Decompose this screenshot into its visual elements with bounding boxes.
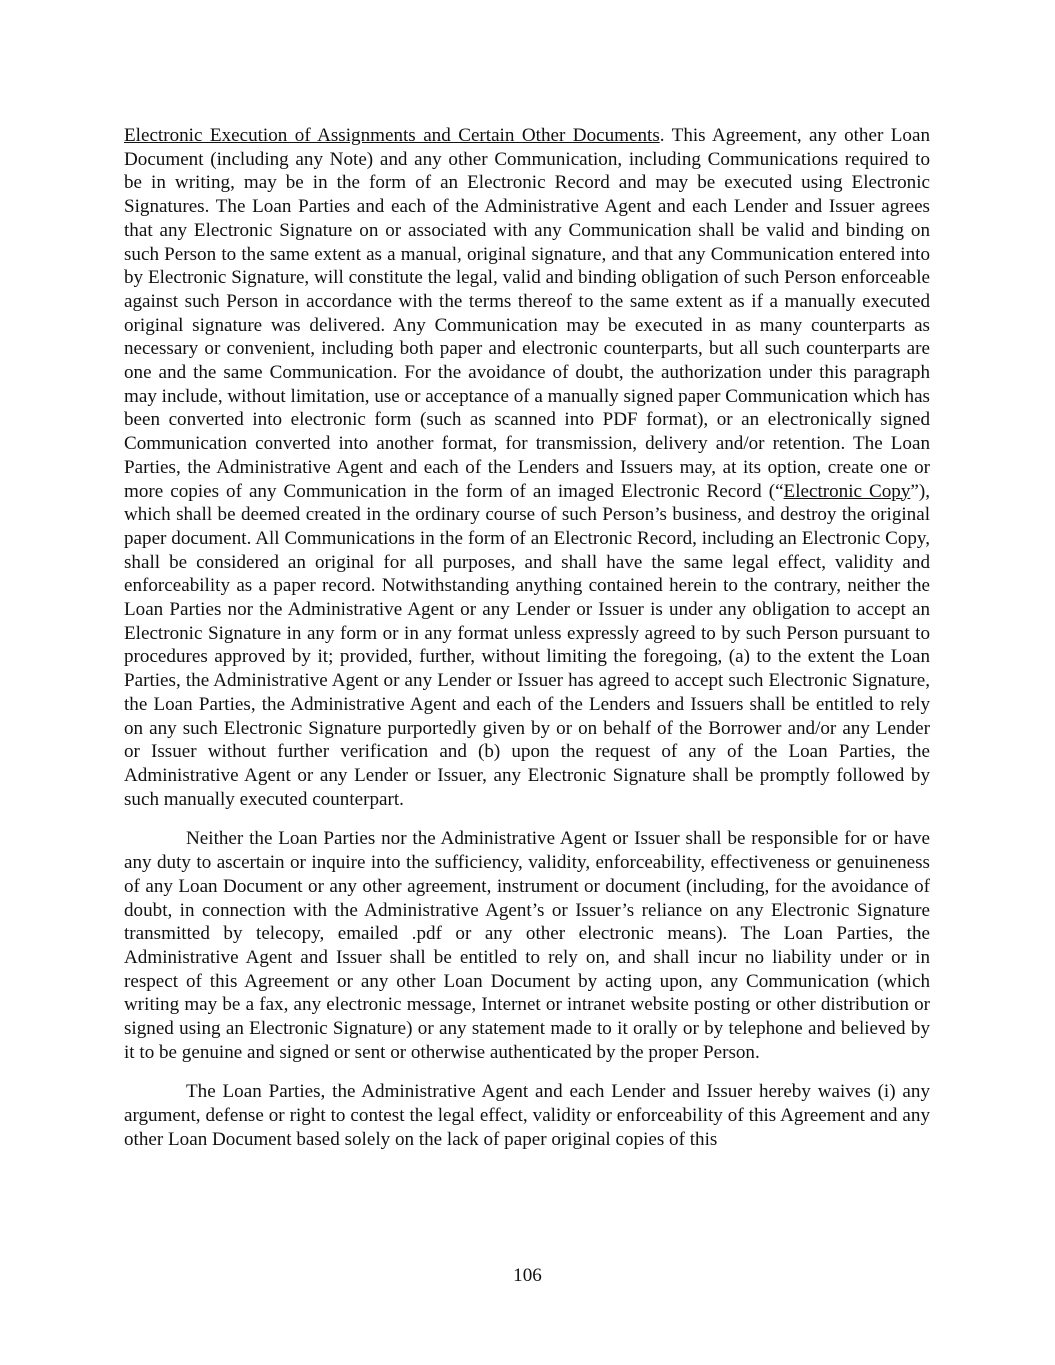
paragraph-responsibility: Neither the Loan Parties nor the Administrative Agent or Issuer shall be responsible for or have any duty to ascertain or inquire into the sufficiency, validity, enforceability, effectiveness or genuineness of any Loan Document or any other agreement, instrument or document (including, for the avoidance of doubt, in connection with the Administrative Agent’s or Issuer’s reliance on any Electronic Signature transmitted by telecopy, emailed .pdf or any other electronic means). The Loan Parties, the Administrative Agent and Issuer shall be entitled to rely on, and shall incur no liability under or in respect of this Agreement or any other Loan Document by acting upon, any Communication (which writing may be a fax, any electronic message, Internet or intranet website posting or other distribution or signed using an Electronic Signature) or any statement made to it orally or by telephone and believed by it to be genuine and signed or sent or otherwise authenticated by the proper Person. — [124, 828, 930, 1063]
heading-punctuation: . — [659, 125, 665, 146]
document-page — [124, 124, 930, 1152]
paragraph-text-part-1: This Agreement, any other Loan Document (including any Note) and any other Communication, including Communications required to be in writing, may be in the form of an Electronic Record and may be executed using Electronic Signatures. The Loan Parties and each of the Administrative Agent and each Lender and Issuer agrees that any Electronic Signature on or associated with any Communication shall be valid and binding on such Person to the same extent as a manual, original signature, and that any Communication entered into by Electronic Signature, will constitute the legal, valid and binding obligation of such Person enforceable against such Person in accordance with the terms thereof to the same extent as if a manually executed original signature was delivered. Any Communication may be executed in as many counterparts as necessary or convenient, including both paper and electronic counterparts, but all such counterparts are one and the same Communication. For the avoidance of doubt, the authorization under this paragraph may include, without limitation, use or acceptance of a manually signed paper Communication which has been converted into electronic form (such as scanned into PDF format), or an electronically signed Communication converted into another format, for transmission, delivery and/or retention. The Loan Parties, the Administrative Agent and each of the Lenders and Issuers may, at its option, create one or more copies of any Communication in the form of an imaged Electronic Record (“ — [124, 125, 930, 502]
paragraph-electronic-execution — [124, 124, 930, 811]
section-heading: Electronic Execution of Assignments and Certain Other Documents — [124, 125, 660, 146]
paragraph-waiver: The Loan Parties, the Administrative Agent and each Lender and Issuer hereby waives (i) any argument, defense or right to contest the legal effect, validity or enforceability of this Agreement and any other Loan Document based solely on the lack of paper original copies of this — [124, 1081, 930, 1150]
page-number: 106 — [513, 1265, 542, 1286]
defined-term-electronic-copy: Electronic Copy — [783, 480, 911, 502]
paragraph-text-part-2: ”), which shall be deemed created in the ordinary course of such Person’s business, and destroy the original paper document. All Communications in the form of an Electronic Record, including an Electronic Copy, shall be considered an original for all purposes, and shall have the same legal effect, validity and enforceability as a paper record. Notwithstanding anything contained herein to the contrary, neither the Loan Parties nor the Administrative Agent or any Lender or Issuer is under any obligation to accept an Electronic Signature in any form or in any format unless expressly agreed to by such Person pursuant to procedures approved by it; provided, further, without limiting the foregoing, (a) to the extent the Loan Parties, the Administrative Agent or any Lender or Issuer has agreed to accept such Electronic Signature, the Loan Parties, the Administrative Agent and each of the Lenders and Issuers shall be entitled to rely on any such Electronic Signature purportedly given by or on behalf of the Borrower and/or any Lender or Issuer without further verification and (b) upon the request of any of the Loan Parties, the Administrative Agent or any Lender or Issuer, any Electronic Signature shall be promptly followed by such manually executed counterpart. — [124, 480, 930, 810]
